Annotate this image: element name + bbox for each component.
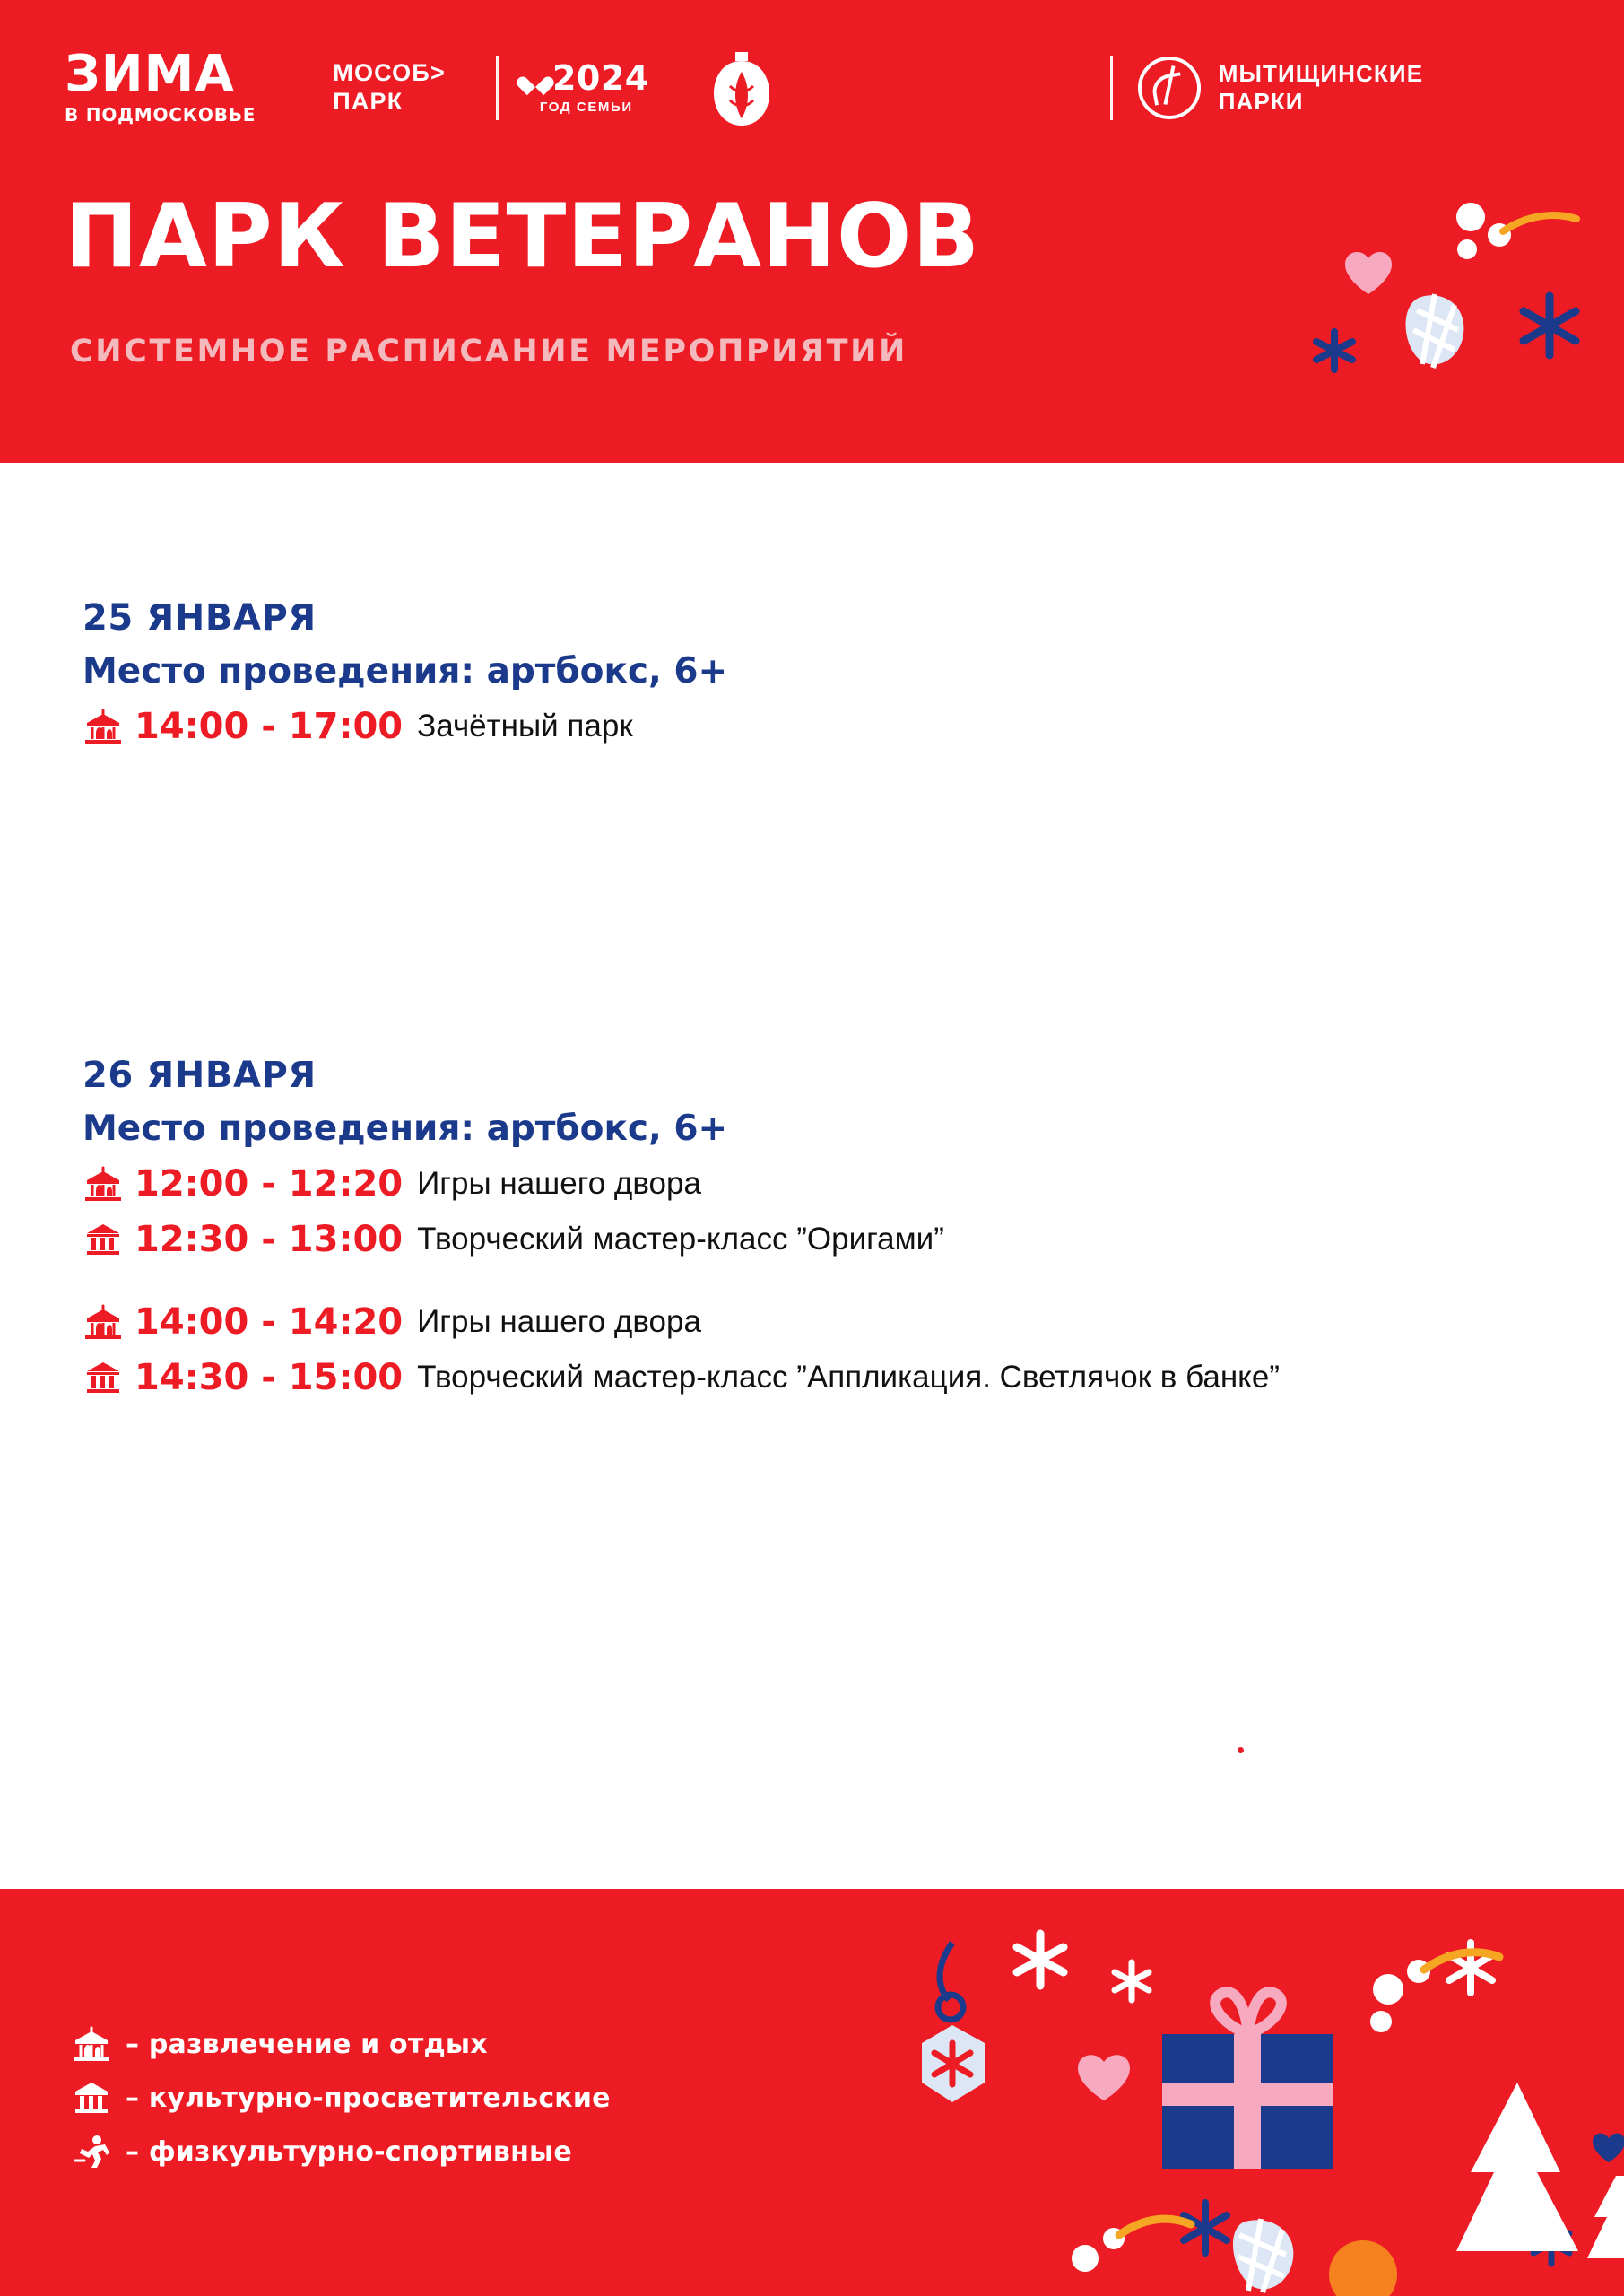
runner-icon <box>70 2133 113 2170</box>
logo-mytishchi-parks <box>1138 57 1423 119</box>
logo-divider <box>496 56 499 120</box>
day-place: Место проведения: артбокс, 6+ <box>83 651 728 691</box>
page-subtitle: СИСТЕМНОЕ РАСПИСАНИЕ МЕРОПРИЯТИЙ <box>70 334 908 370</box>
page-title: ПАРК ВЕТЕРАНОВ <box>65 186 981 288</box>
logo-mytishchi-line1: МЫТИЩИНСКИЕ <box>1218 59 1424 87</box>
event-spacer <box>83 1260 1280 1287</box>
legend-item <box>70 2079 611 2117</box>
event-name: Игры нашего двора <box>417 1304 701 1339</box>
page-footer <box>0 1889 1624 2296</box>
museum-icon <box>83 1221 124 1258</box>
mytishchi-mark-icon <box>1138 57 1201 119</box>
logo-mosoblpark-line2: ПАРК <box>333 88 404 115</box>
event-name: Игры нашего двора <box>417 1166 701 1201</box>
event-time: 12:30 - 13:00 <box>135 1219 404 1260</box>
logo-mosoblpark <box>333 59 446 117</box>
logo-zima-word: ЗИМА <box>65 45 235 104</box>
day-date: 26 ЯНВАРЯ <box>83 1055 317 1096</box>
day-date: 25 ЯНВАРЯ <box>83 597 317 639</box>
carousel-icon <box>83 1303 124 1341</box>
carousel-icon <box>83 1165 124 1203</box>
logo-divider-2 <box>1110 56 1113 120</box>
logo-year-caption: ГОД СЕМЬИ <box>539 100 633 115</box>
legend-label: – физкультурно-спортивные <box>126 2135 572 2168</box>
event-name: Зачётный парк <box>417 709 633 744</box>
legend-label: – развлечение и отдых <box>126 2028 488 2060</box>
header-decorations <box>1291 179 1596 422</box>
event-time: 14:00 - 17:00 <box>135 706 404 747</box>
logo-year-number: 2024 <box>551 58 649 98</box>
carousel-icon <box>83 708 124 745</box>
legend-label: – культурно-просветительские <box>126 2082 611 2114</box>
event-row <box>83 1357 1280 1398</box>
museum-icon <box>83 1359 124 1396</box>
event-row <box>83 706 727 747</box>
footer-decorations <box>843 1907 1624 2296</box>
logo-mosoblpark-line1: МОСОБ> <box>333 59 446 87</box>
legend-item <box>70 2133 611 2170</box>
event-name: Творческий мастер-класс ”Оригами” <box>417 1222 944 1257</box>
carousel-icon <box>70 2025 113 2063</box>
heart-icon <box>524 67 547 89</box>
event-row <box>83 1219 1280 1260</box>
decorative-dot <box>1238 1747 1244 1753</box>
event-time: 14:30 - 15:00 <box>135 1357 404 1398</box>
event-name: Творческий мастер-класс ”Аппликация. Светлячок в банке” <box>417 1360 1280 1395</box>
page-header <box>0 0 1624 463</box>
day-place: Место проведения: артбокс, 6+ <box>83 1109 728 1149</box>
legend <box>70 2025 611 2187</box>
logo-zima-v-podmoskovye <box>65 45 256 126</box>
museum-icon <box>70 2079 113 2117</box>
logo-year-of-family <box>524 58 649 115</box>
day-block <box>83 1055 1280 1398</box>
logo-row <box>65 47 1423 129</box>
event-time: 12:00 - 12:20 <box>135 1163 404 1205</box>
event-time: 14:00 - 14:20 <box>135 1301 404 1343</box>
logo-zima-subtitle: В ПОДМОСКОВЬЕ <box>65 103 256 126</box>
event-row <box>83 1301 1280 1343</box>
event-row <box>83 1163 1280 1205</box>
legend-item <box>70 2025 611 2063</box>
logo-mytishchi-line2: ПАРКИ <box>1218 88 1304 115</box>
christmas-ball-icon <box>703 47 780 129</box>
day-block <box>83 597 727 747</box>
